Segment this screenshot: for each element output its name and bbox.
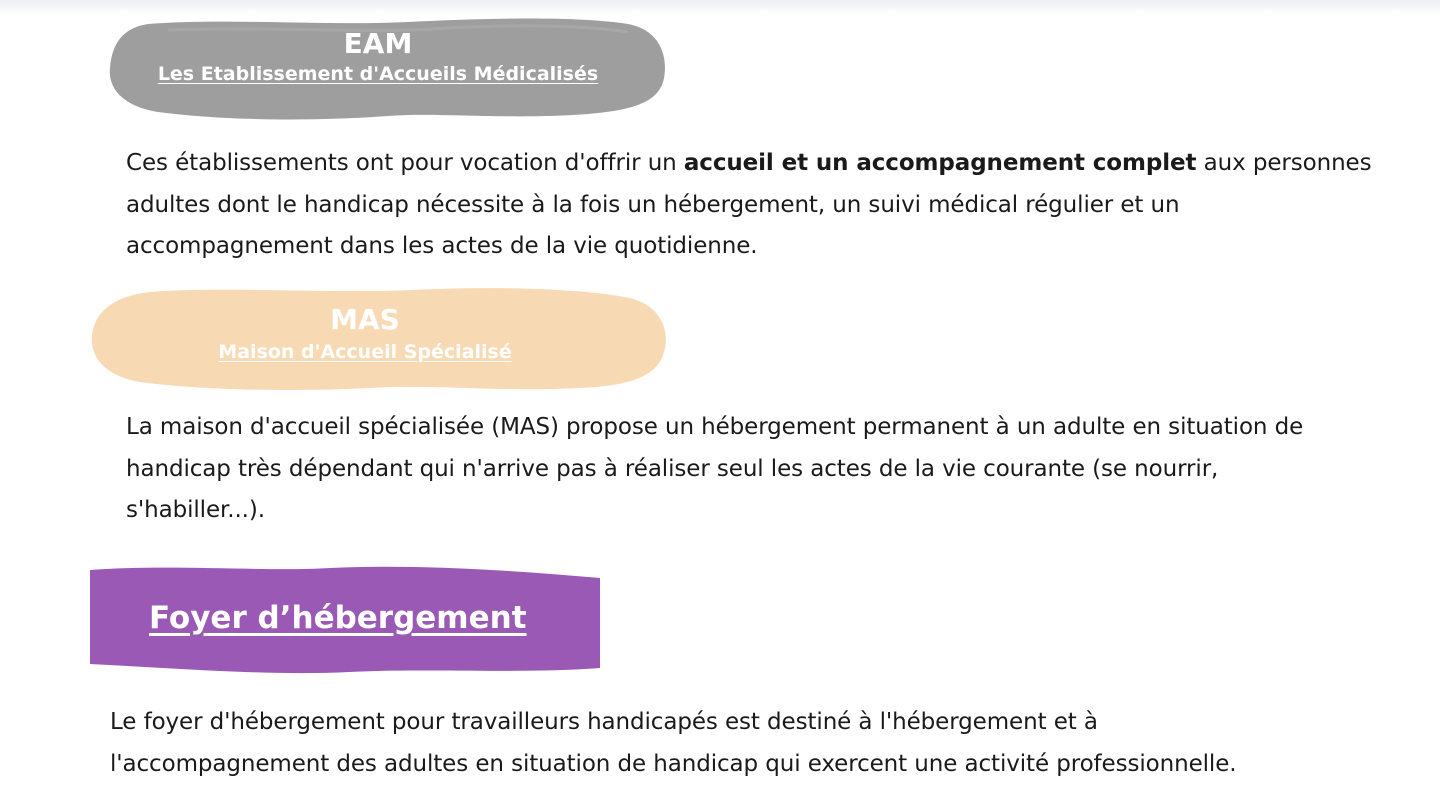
mas-description <box>126 407 1303 532</box>
mas-brush-shape <box>90 286 668 392</box>
foyer-line-2: l'accompagnement des adultes en situation de handicap qui exercent une activité professionnelle. <box>110 750 1237 777</box>
foyer-badge-link[interactable] <box>90 564 602 674</box>
eam-line-1-post: aux personnes <box>1196 150 1372 176</box>
top-shadow <box>0 0 1440 14</box>
mas-line-1: La maison d'accueil spécialisée (MAS) propose un hébergement permanent à un adulte en situation de <box>126 414 1304 440</box>
foyer-line-1: Le foyer d'hébergement pour travailleurs handicapés est destiné à l'hébergement et à <box>110 709 1098 735</box>
foyer-title-link[interactable]: Foyer d’hébergement <box>149 600 527 636</box>
eam-badge-link[interactable] <box>108 16 668 120</box>
mas-subtitle-link[interactable]: Maison d'Accueil Spécialisé <box>218 341 512 363</box>
mas-line-3: s'habiller...). <box>126 497 265 523</box>
eam-line-1-pre: Ces établissements ont pour vocation d'offrir un <box>126 150 684 176</box>
eam-line-3: accompagnement dans les actes de la vie quotidienne. <box>126 233 758 259</box>
eam-description <box>126 143 1371 268</box>
eam-line-1 <box>126 143 1371 185</box>
foyer-description <box>110 702 1236 785</box>
eam-title: EAM <box>343 27 413 60</box>
eam-line-2: adultes dont le handicap nécessite à la fois un hébergement, un suivi médical régulier et un <box>126 191 1180 218</box>
eam-subtitle-link[interactable]: Les Etablissement d'Accueils Médicalisés <box>157 63 599 85</box>
eam-line-1-bold: accueil et un accompagnement complet <box>683 150 1197 176</box>
mas-line-2: handicap très dépendant qui n'arrive pas à réaliser seul les actes de la vie courante (se nourrir, <box>126 455 1219 482</box>
mas-title: MAS <box>330 303 400 336</box>
mas-badge-link[interactable] <box>90 286 668 392</box>
